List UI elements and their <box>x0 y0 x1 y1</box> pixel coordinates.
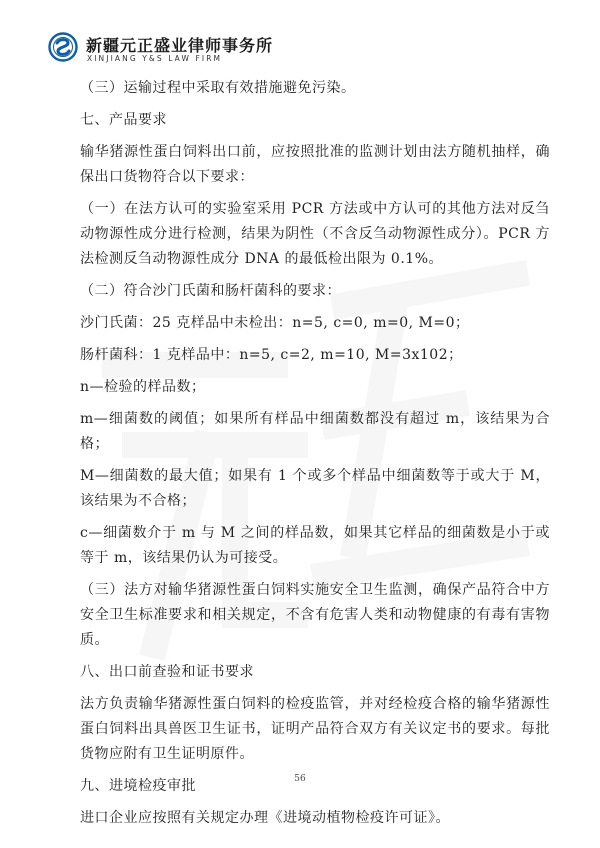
paragraph: （三）法方对输华猪源性蛋白饲料实施安全卫生监测，确保产品符合中方安全卫生标准要求和相关规定，不含有危害人类和动物健康的有毒有害物质。 <box>80 582 550 648</box>
section-heading: 七、产品要求 <box>80 112 167 128</box>
firm-name-cn: 新疆元正盛业律师事务所 <box>86 36 274 55</box>
firm-name-en: XINJIANG Y&S LAW FIRM <box>87 54 223 63</box>
paragraph: 输华猪源性蛋白饲料出口前，应按照批准的监测计划由法方随机抽样，确保出口货物符合以下要求： <box>80 144 550 185</box>
paragraph: （一）在法方认可的实验室采用 PCR 方法或中方认可的其他方法对反刍动物源性成分进行检测，结果为阴性（不含反刍动物源性成分）。PCR 方法检测反刍动物源性成分 DNA 的最低检出限为 0.1%。 <box>80 201 550 267</box>
paragraph: 进口企业应按照有关规定办理《进境动植物检疫许可证》。 <box>80 810 450 826</box>
paragraph: c—细菌数介于 m 与 M 之间的样品数，如果其它样品的细菌数是小于或等于 m，该结果仍认为可接受。 <box>80 525 550 566</box>
paragraph: （三）运输过程中采取有效措施避免污染。 <box>80 80 356 96</box>
page-number: 56 <box>294 774 306 784</box>
section-heading: 九、进境检疫审批 <box>80 778 196 794</box>
ys-logo-icon <box>48 32 78 62</box>
paragraph: 肠杆菌科：1 克样品中：n=5, c=2, m=10, M=3x102； <box>80 347 463 363</box>
paragraph: （二）符合沙门氏菌和肠杆菌科的要求： <box>80 283 341 299</box>
document-body <box>80 76 550 831</box>
paragraph: 法方负责输华猪源性蛋白饲料的检疫监管，并对经检疫合格的输华猪源性蛋白饲料出具兽医卫生证书，证明产品符合双方有关议定书的要求。每批货物应附有卫生证明原件。 <box>80 696 550 762</box>
paragraph: m—细菌数的阈值；如果所有样品中细菌数都没有超过 m，该结果为合格； <box>80 411 550 452</box>
paragraph: M—细菌数的最大值；如果有 1 个或多个样品中细菌数等于或大于 M，该结果为不合格； <box>80 468 550 509</box>
paragraph: 沙门氏菌：25 克样品中未检出：n=5, c=0, m=0, M=0； <box>80 315 470 331</box>
paragraph: n—检验的样品数； <box>80 379 206 395</box>
section-heading: 八、出口前查验和证书要求 <box>80 664 254 680</box>
